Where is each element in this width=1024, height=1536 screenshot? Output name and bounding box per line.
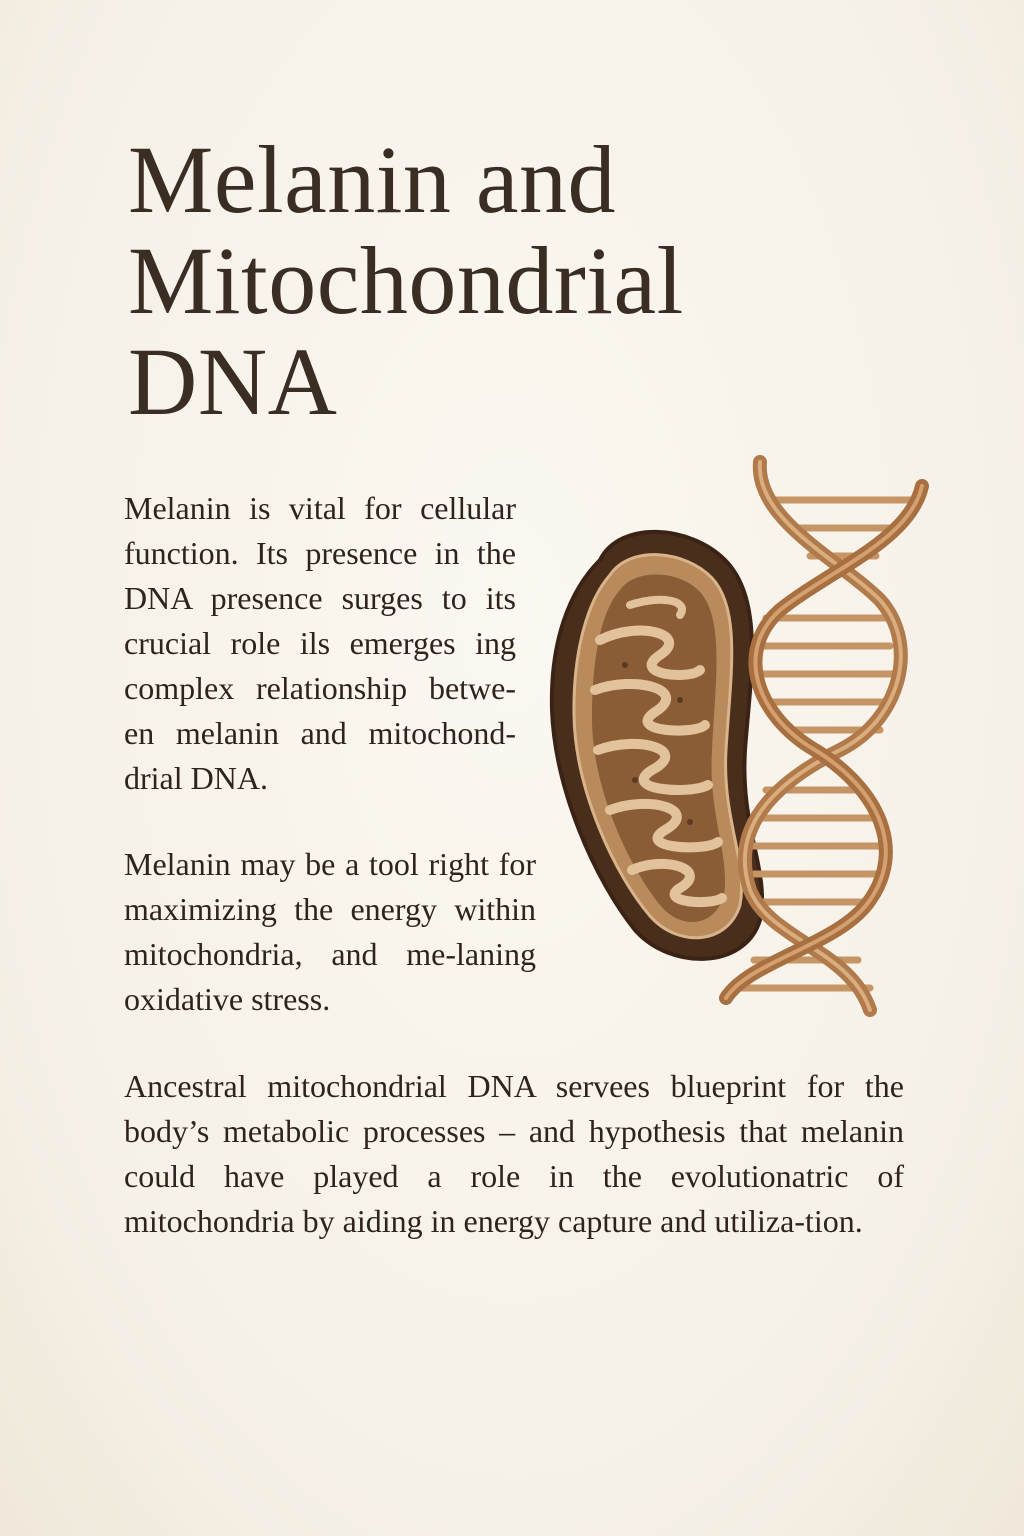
paragraph-intro: Melanin is vital for cellular function. Its presence in the DNA presence surges to its crucial role ils emerges ing complex relationship betwe-en melanin and mitochond-drial DNA.: [124, 490, 516, 796]
mitochondrion-icon: [552, 532, 762, 959]
illustration: [540, 450, 940, 1030]
page-title: [128, 126, 888, 435]
title-line-3: DNA: [128, 327, 338, 435]
title-line-2: Mitochondrial: [128, 226, 684, 334]
title-line-1: Melanin and: [128, 126, 617, 233]
paragraph-ancestral: Ancestral mitochondrial DNA servees blueprint for the body’s metabolic processes – and hypothesis that melanin could have played a role in the evolutionatric of mitochondria by aiding in energy capture and utiliza-tion.: [124, 1068, 904, 1239]
paragraph-energy: Melanin may be a tool right for maximizing the energy within mitochondria, and me-laning oxidative stress.: [124, 846, 536, 1017]
